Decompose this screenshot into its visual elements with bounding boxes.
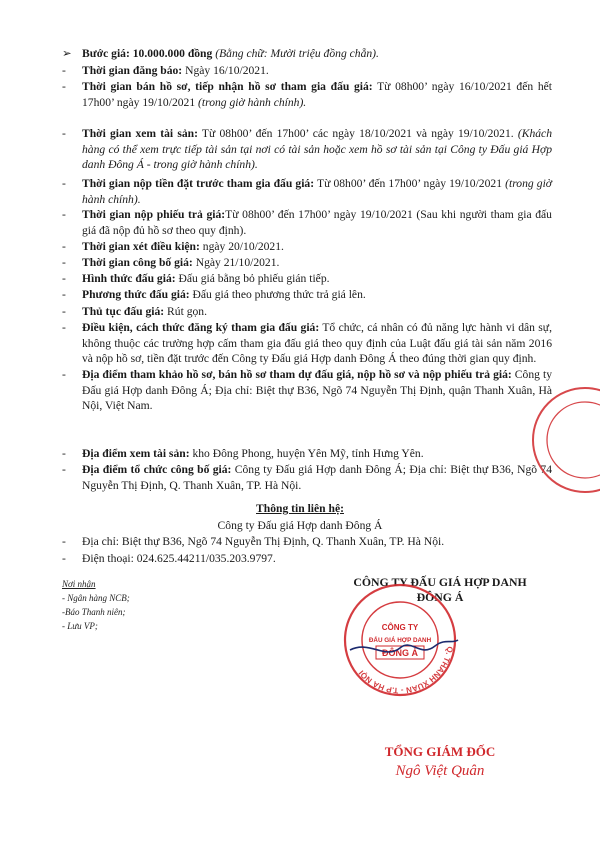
info-item-body — [82, 126, 552, 173]
info-item-body — [82, 176, 552, 207]
contact-company: Công ty Đấu giá Hợp danh Đông Á — [217, 519, 383, 532]
info-label: Thời gian đăng báo: — [82, 64, 183, 77]
info-label: Điều kiện, cách thức đăng ký tham gia đấu giá: — [82, 321, 320, 334]
info-item-body — [82, 239, 552, 255]
info-value-bold: 10.000.000 đồng — [129, 47, 213, 60]
stamp-ring-text: Q. THANH XUÂN - T.P HÀ NỘI — [356, 645, 455, 696]
info-item — [62, 271, 552, 287]
info-label: Thời gian xem tài sản: — [82, 127, 198, 140]
info-label: Thời gian bán hồ sơ, tiếp nhận hồ sơ tham gia đấu giá: — [82, 80, 373, 93]
signature-org-line1: CÔNG TY ĐẤU GIÁ HỢP DANH — [353, 575, 527, 589]
signature-org-line2: ĐÔNG Á — [416, 590, 464, 604]
stamp-line2: ĐẤU GIÁ HỢP DANH — [368, 637, 432, 644]
info-value: Công ty Đấu giá Hợp danh Đông Á; Địa chỉ: Biệt thự B36, Ngõ 74 Nguyễn Thị Định, quận Thanh Xuân, Hà Nội, Việt Nam. — [82, 368, 552, 412]
info-label: Địa điểm xem tài sản: — [82, 447, 190, 460]
info-item — [62, 304, 552, 320]
info-label: Thời gian xét điều kiện: — [82, 240, 200, 253]
recipient-line: - Ngân hàng NCB; — [62, 593, 130, 603]
dash-bullet: - — [62, 256, 66, 269]
company-stamp — [340, 580, 460, 700]
info-label: Thời gian nộp phiếu trả giá: — [82, 208, 226, 221]
info-value: Rút gọn. — [164, 305, 207, 318]
info-item — [62, 207, 552, 238]
contact-phone: Điện thoại: 024.625.44211/035.203.9797. — [82, 552, 276, 565]
info-item — [62, 446, 552, 462]
contact-address: Địa chỉ: Biệt thự B36, Ngõ 74 Nguyễn Thị Định, Q. Thanh Xuân, TP. Hà Nội. — [82, 535, 445, 548]
dash-bullet: - — [62, 321, 66, 334]
info-value-italic: (Bằng chữ: Mười triệu đồng chẵn). — [215, 47, 379, 60]
info-value: Ngày 16/10/2021. — [182, 64, 269, 77]
info-item-body — [82, 207, 552, 238]
info-label: Địa điểm tham khảo hồ sơ, bán hồ sơ tham dự đấu giá, nộp hồ sơ và nộp phiếu trả giá: — [82, 368, 512, 381]
info-value: kho Đông Phong, huyện Yên Mỹ, tỉnh Hưng Yên. — [189, 447, 424, 460]
dash-bullet: - — [62, 305, 66, 318]
info-value: Từ 08h00’ đến 17h00’ ngày 19/10/2021 — [314, 177, 506, 190]
info-item — [62, 46, 552, 62]
info-value: Công ty Đấu giá Hợp danh Đông Á; Địa chỉ: Biệt thự B36, Ngõ 74 Nguyễn Thị Định, Q. Thanh Xuân, TP. Hà Nội. — [82, 463, 552, 492]
dash-bullet: - — [62, 127, 66, 140]
dash-bullet: - — [62, 208, 66, 221]
info-value-italic: (trong giờ hành chính). — [82, 177, 552, 206]
dash-bullet: - — [62, 240, 66, 253]
info-label: Hình thức đấu giá: — [82, 272, 176, 285]
info-value: Đấu giá theo phương thức trả giá lên. — [189, 288, 366, 301]
dash-bullet: - — [62, 177, 66, 190]
info-value: Tổ chức, cá nhân có đủ năng lực hành vi dân sự, không thuộc các trường hợp cấm tham gia đấu giá theo quy định của Luật đấu giá tài sản năm 2016 và nộp hồ sơ, tiền đặt trước đến Công ty Đấu giá Hợp danh Đông Á theo đúng thời gian quy định. — [82, 321, 552, 365]
contact-address-dash: - — [62, 535, 66, 548]
stamp-line3: ĐÔNG Á — [382, 648, 418, 658]
info-item-body — [82, 271, 552, 287]
arrow-bullet-icon: ➢ — [62, 47, 72, 60]
info-item — [62, 79, 552, 110]
info-item — [62, 63, 552, 79]
dash-bullet: - — [62, 447, 66, 460]
signature-title: TỔNG GIÁM ĐỐC — [384, 744, 496, 759]
info-item — [62, 176, 552, 207]
dash-bullet: - — [62, 463, 66, 476]
info-item-body — [82, 46, 552, 62]
info-item — [62, 287, 552, 303]
info-value: Từ 08h00’ đến 17h00’ các ngày 18/10/2021 và ngày 19/10/2021. — [197, 127, 518, 140]
recipients-heading: Nơi nhận — [62, 579, 96, 589]
contact-phone-dash: - — [62, 552, 66, 565]
info-item — [62, 367, 552, 414]
info-label: Thủ tục đấu giá: — [82, 305, 165, 318]
info-item-body — [82, 287, 552, 303]
info-value: Từ 08h00’ ngày 16/10/2021 đến hết 17h00’ ngày 19/10/2021 — [82, 80, 552, 109]
recipient-line: - Lưu VP; — [62, 621, 98, 631]
side-stamp — [530, 380, 600, 500]
info-item-body — [82, 304, 552, 320]
info-value: ngày 20/10/2021. — [199, 240, 284, 253]
info-item-body — [82, 79, 552, 110]
info-item-body — [82, 446, 552, 462]
info-label: Thời gian công bố giá: — [82, 256, 193, 269]
info-item-body — [82, 367, 552, 414]
info-label: Địa điểm tổ chức công bố giá: — [82, 463, 232, 476]
dash-bullet: - — [62, 80, 66, 93]
signature-title-block — [310, 743, 570, 781]
info-label: Thời gian nộp tiền đặt trước tham gia đấu giá: — [82, 177, 315, 190]
signature-name: Ngô Việt Quân — [395, 763, 485, 779]
info-item — [62, 239, 552, 255]
info-item — [62, 320, 552, 367]
info-item — [62, 255, 552, 271]
dash-bullet: - — [62, 288, 66, 301]
info-item-body — [82, 462, 552, 493]
info-value-italic: (trong giờ hành chính). — [198, 95, 307, 109]
dash-bullet: - — [62, 368, 66, 381]
dash-bullet: - — [62, 64, 66, 77]
info-value: Từ 08h00’ đến 17h00’ ngày 19/10/2021 (Sau khi người tham gia đấu giá đã nộp đủ hồ sơ theo quy định). — [82, 208, 552, 237]
info-item-body — [82, 255, 552, 271]
info-label: Bước giá: — [82, 47, 130, 60]
dash-bullet: - — [62, 272, 66, 285]
info-label: Phương thức đấu giá: — [82, 288, 190, 301]
info-item-body — [82, 63, 552, 79]
info-item-body — [82, 320, 552, 367]
contact-heading: Thông tin liên hệ: — [256, 502, 344, 515]
info-item — [62, 462, 552, 493]
recipient-line: -Báo Thanh niên; — [62, 607, 126, 617]
info-value: Đấu giá bằng bỏ phiếu gián tiếp. — [175, 272, 330, 285]
info-value: Ngày 21/10/2021. — [192, 256, 280, 269]
stamp-line1: CÔNG TY — [381, 623, 419, 632]
info-value-italic: (Khách hàng có thể xem trực tiếp tài sản tại nơi có tài sản hoặc xem hồ sơ tài sản tại Công ty Đấu giá Hợp danh Đông Á - trong giờ hành chính). — [82, 127, 552, 171]
info-item — [62, 126, 552, 173]
